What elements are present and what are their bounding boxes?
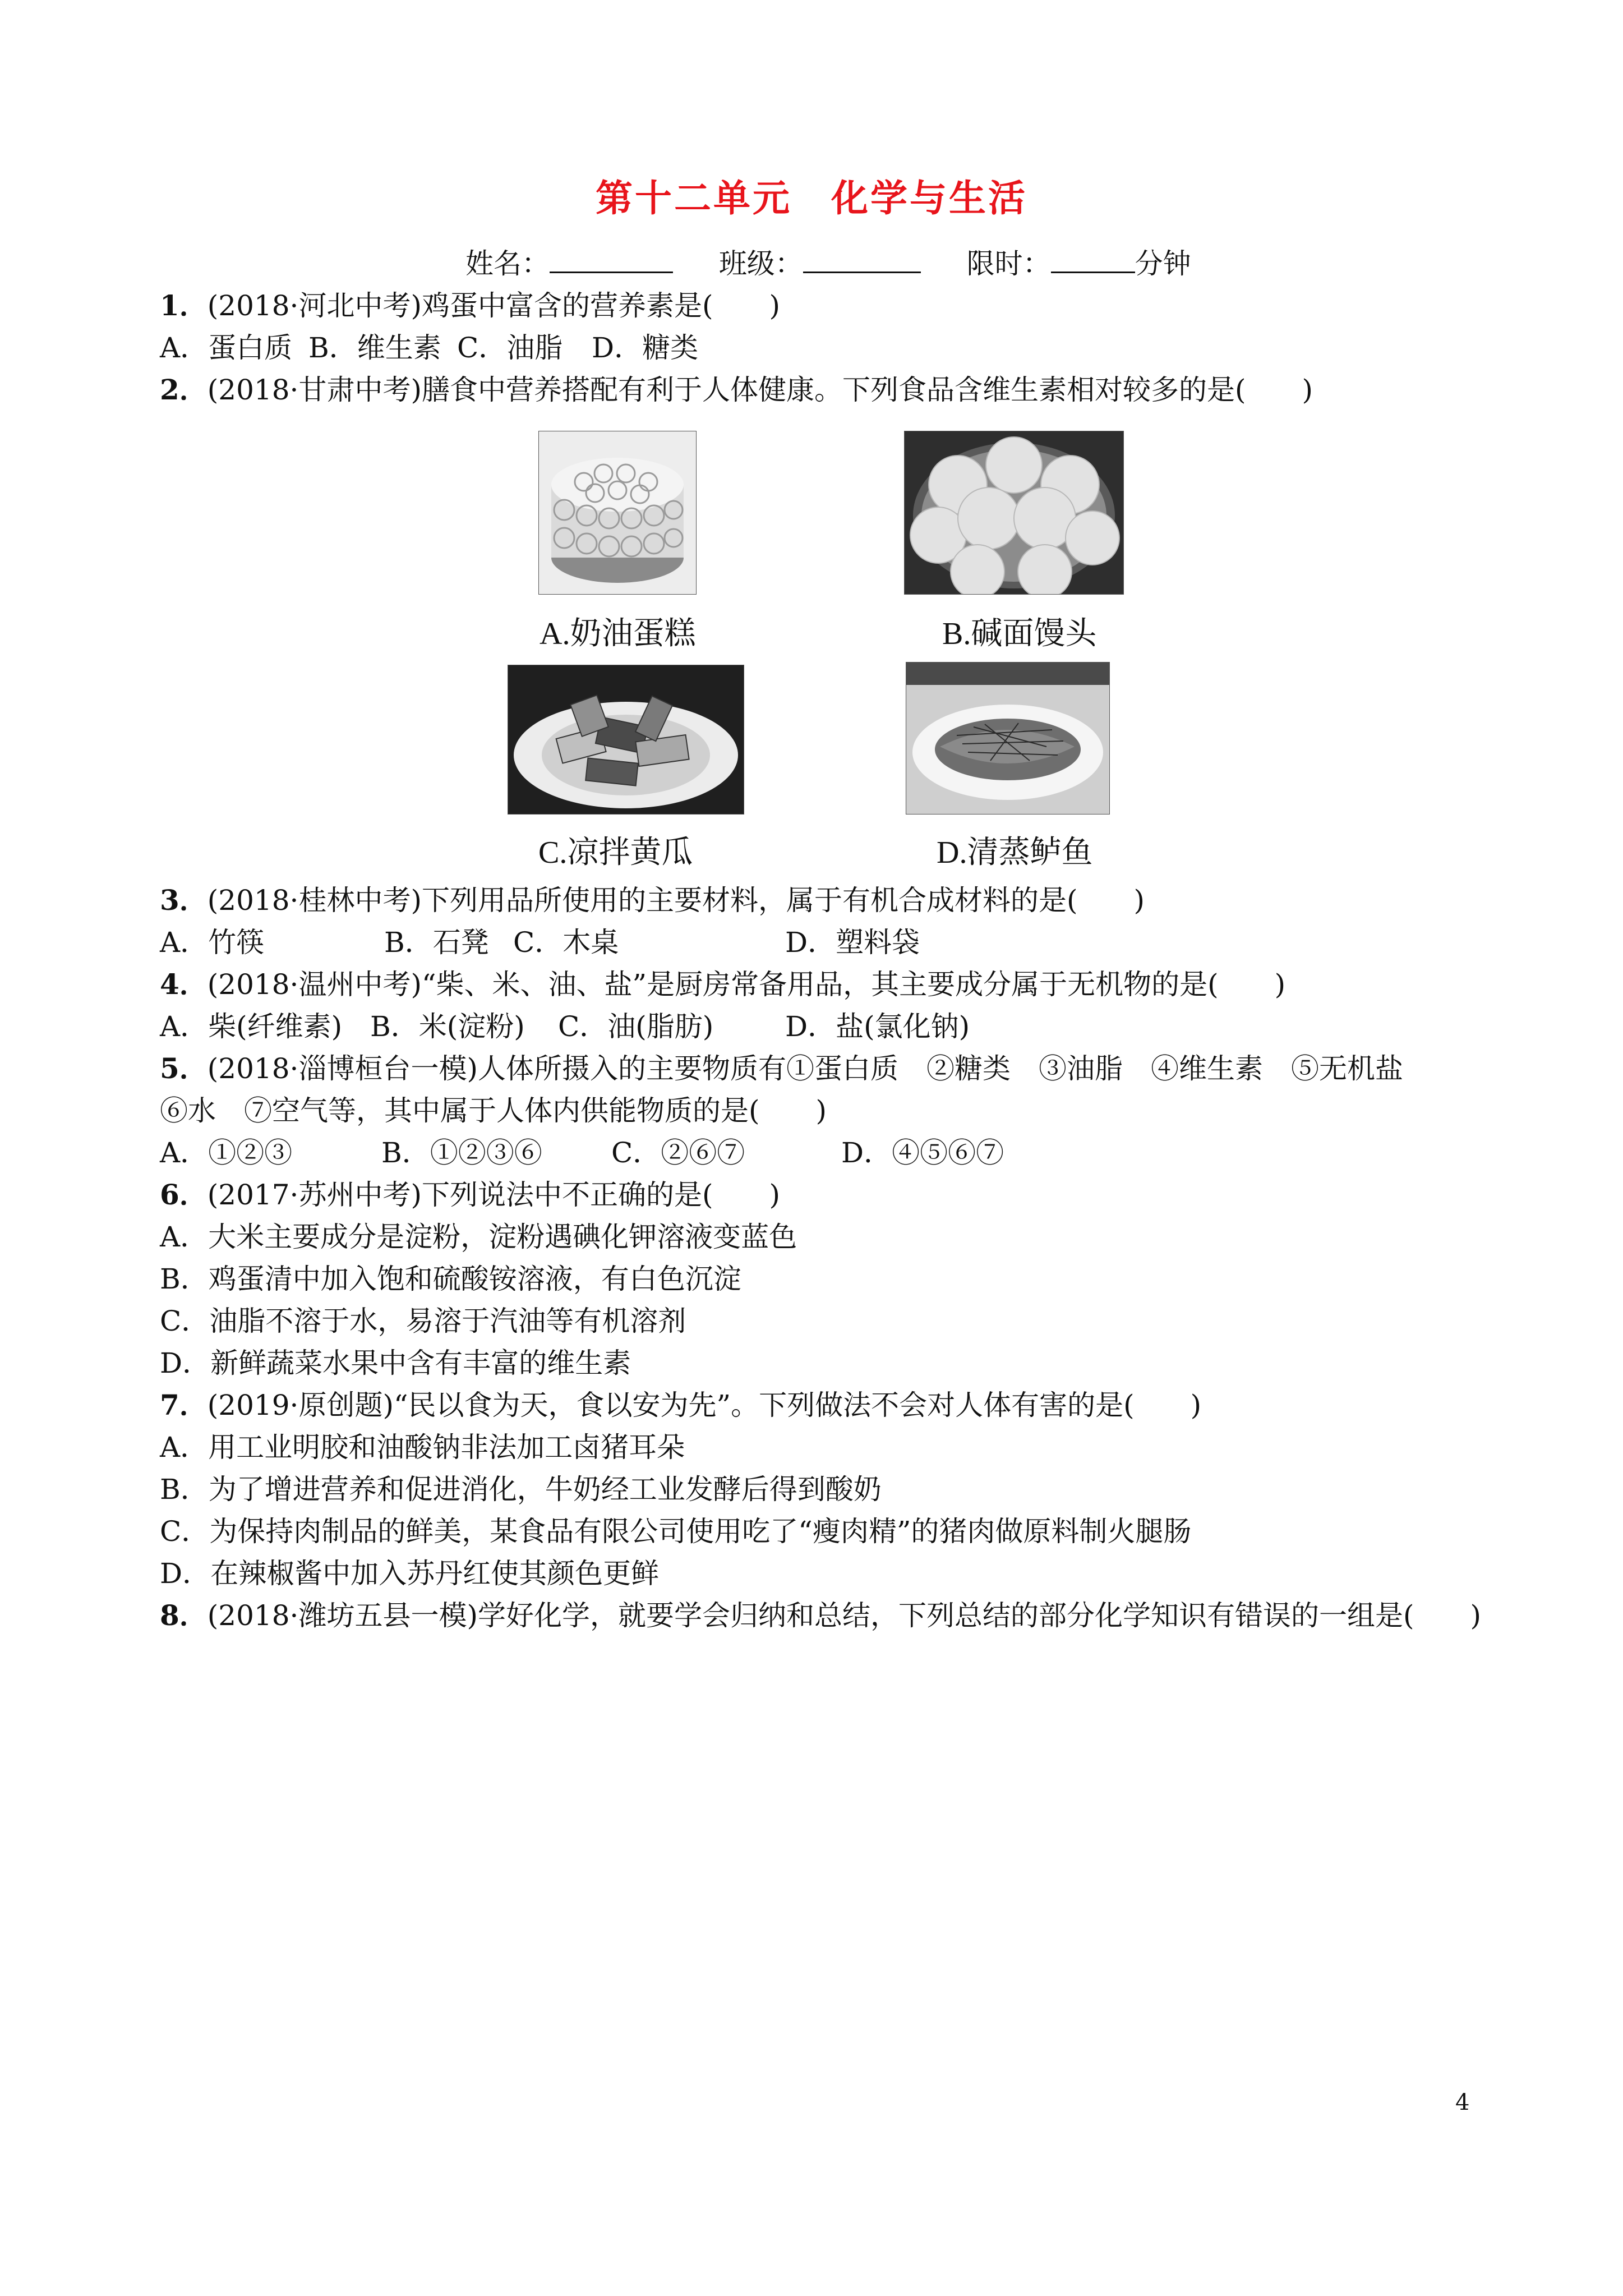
question-number: 1． bbox=[160, 289, 208, 322]
time-label: 限时： bbox=[966, 247, 1051, 280]
option-a: A．大米主要成分是淀粉，淀粉遇碘化钾溶液变蓝色 bbox=[160, 1221, 797, 1253]
question-number: 7． bbox=[160, 1388, 208, 1421]
question-1 bbox=[160, 289, 780, 322]
question-1-options bbox=[160, 334, 698, 362]
caption-b: B.碱面馒头 bbox=[942, 616, 1097, 651]
question-number: 3． bbox=[160, 884, 208, 917]
question-number: 6． bbox=[160, 1178, 208, 1211]
option-d: D．新鲜蔬菜水果中含有丰富的维生素 bbox=[160, 1347, 631, 1379]
option-c: C．油脂 bbox=[457, 332, 563, 364]
option-d: D．盐(氯化钠) bbox=[785, 1010, 970, 1043]
question-number: 2． bbox=[160, 373, 208, 406]
class-blank bbox=[803, 247, 921, 273]
question-4-options bbox=[160, 1010, 970, 1043]
caption-a: A.奶油蛋糕 bbox=[540, 616, 696, 651]
caption-d: D.清蒸鲈鱼 bbox=[937, 835, 1093, 870]
option-a: A．蛋白质 bbox=[160, 332, 293, 364]
time-unit: 分钟 bbox=[1135, 247, 1191, 280]
page-number: 4 bbox=[1455, 2090, 1470, 2115]
question-8 bbox=[160, 1599, 1481, 1632]
question-number: 8． bbox=[160, 1599, 208, 1632]
question-stem: (2018·淄博桓台一模)人体所摄入的主要物质有①蛋白质 ②糖类 ③油脂 ④维生素 ⑤无机盐 bbox=[207, 1052, 1403, 1085]
question-5-continued: ⑥水 ⑦空气等，其中属于人体内供能物质的是( ) bbox=[160, 1094, 827, 1127]
question-stem: (2018·河北中考)鸡蛋中富含的营养素是( ) bbox=[207, 289, 780, 322]
question-stem: (2018·甘肃中考)膳食中营养搭配有利于人体健康。下列食品含维生素相对较多的是( ) bbox=[207, 374, 1313, 406]
question-stem: (2018·桂林中考)下列用品所使用的主要材料，属于有机合成材料的是( ) bbox=[207, 884, 1145, 917]
option-c: C．油(脂肪) bbox=[558, 1010, 714, 1043]
name-blank bbox=[550, 247, 673, 273]
steamed-buns-image bbox=[904, 431, 1124, 595]
question-stem: (2019·原创题)“民以食为天，食以安为先”。下列做法不会对人体有害的是( ) bbox=[207, 1389, 1202, 1421]
option-b: B．米(淀粉) bbox=[370, 1010, 525, 1043]
question-number: 4． bbox=[160, 968, 208, 1001]
question-7 bbox=[160, 1388, 1202, 1421]
option-a: A．①②③ bbox=[160, 1137, 293, 1169]
option-a: A．用工业明胶和油酸钠非法加工卤猪耳朵 bbox=[160, 1431, 685, 1464]
question-2 bbox=[160, 373, 1313, 406]
cucumber-salad-image bbox=[508, 665, 744, 815]
question-3-options bbox=[160, 926, 920, 959]
option-b: B．石凳 bbox=[384, 926, 489, 959]
caption-c: C.凉拌黄瓜 bbox=[538, 835, 693, 870]
option-d: D．④⑤⑥⑦ bbox=[841, 1137, 1004, 1169]
question-stem: (2017·苏州中考)下列说法中不正确的是( ) bbox=[207, 1179, 780, 1211]
option-b: B．为了增进营养和促进消化，牛奶经工业发酵后得到酸奶 bbox=[160, 1473, 882, 1506]
cake-image bbox=[538, 431, 697, 595]
option-c: C．油脂不溶于水，易溶于汽油等有机溶剂 bbox=[160, 1305, 686, 1337]
option-c: C．木桌 bbox=[513, 926, 619, 959]
option-d: D．糖类 bbox=[592, 332, 699, 364]
option-c: C．为保持肉制品的鲜美，某食品有限公司使用吃了“瘦肉精”的猪肉做原料制火腿肠 bbox=[160, 1515, 1192, 1548]
option-b: B．①②③⑥ bbox=[381, 1137, 542, 1169]
page-title: 第十二单元 化学与生活 bbox=[596, 176, 1027, 220]
question-6 bbox=[160, 1178, 780, 1211]
option-a: A．柴(纤维素) bbox=[160, 1010, 343, 1043]
option-b: B．鸡蛋清中加入饱和硫酸铵溶液，有白色沉淀 bbox=[160, 1263, 741, 1295]
class-label: 班级： bbox=[718, 247, 803, 280]
question-3 bbox=[160, 884, 1145, 917]
name-label: 姓名： bbox=[465, 247, 550, 280]
option-d: D．塑料袋 bbox=[785, 926, 920, 959]
question-stem: (2018·温州中考)“柴、米、油、盐”是厨房常备用品，其主要成分属于无机物的是( ) bbox=[207, 968, 1286, 1001]
question-number: 5． bbox=[160, 1052, 208, 1085]
question-5-options bbox=[160, 1139, 1004, 1167]
option-a: A．竹筷 bbox=[160, 926, 265, 959]
option-d: D．在辣椒酱中加入苏丹红使其颜色更鲜 bbox=[160, 1557, 660, 1590]
steamed-fish-image bbox=[906, 662, 1110, 815]
option-b: B．维生素 bbox=[308, 332, 441, 364]
question-stem: (2018·潍坊五县一模)学好化学，就要学会归纳和总结，下列总结的部分化学知识有错误的一组是( ) bbox=[207, 1599, 1481, 1632]
question-5 bbox=[160, 1052, 1403, 1085]
question-4 bbox=[160, 970, 1285, 999]
option-c: C．②⑥⑦ bbox=[611, 1137, 745, 1169]
time-blank bbox=[1051, 247, 1135, 273]
student-info-line bbox=[465, 241, 1191, 282]
